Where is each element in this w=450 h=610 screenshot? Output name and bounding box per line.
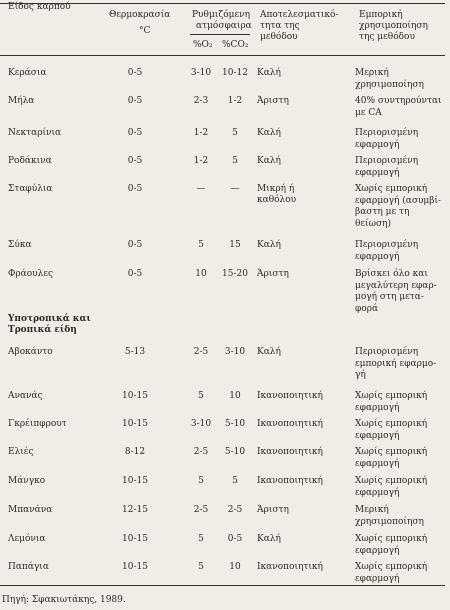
table-bottom-border [0,585,445,586]
table-page: Είδος καρπού Θερμοκρασία °C Ρυθμιζόμενη ατμόσφαιρα %O₂ %CO₂ Αποτελεσματικό- τητα της μεθόδου Εμπορική χρησιμοποίηση της μεθόδου Κεράσια 0-5 3-10 10-12 Καλή Μερική χρησιμοποίηση Μήλα 0-5 2-3 1-2 Άριστη 40% συντηρούνται με CA Νεκταρίνια 0-5 1-2 5 Καλή Περιορισμένη εφαρμογή Ροδάκινα 0-5 1-2 5 Καλή Περιορισμένη εφαρμογή Σταφύλια 0-5 — — Μικρή ή καθόλου Χωρίς εμπορική εφαρμογή (ασυμβί- βαστη με τη θείωση) Σύκα 0-5 5 15 Καλή Περιορισμένη εφαρμογή Φράουλες 0-5 10 15-20 Άριστη Βρίσκει όλο και μεγαλύτερη εφαρ- μογή στη μετα- φορά Υποτροπικά και Τροπικά είδη Αβοκάντο 5-13 2-5 3-10 Καλή Περιορισμένη εμπορική εφαρμο- γή Ανανάς 10-15 5 10 Ικανοποιητική Χωρίς εμπορική εφαρμογή Γκρέιπφρουτ 10-15 3-10 5-10 Ικανοποιητική Χωρίς εμπορική εφαρμογή Ελιές 8-12 2-5 5-10 Ικανοποιητική Χωρίς εμπορική εφαρμογή Μάνγκο 10-15 5 5 Ικανοποιητική Χωρίς εμπορική εφαρμογή Μπανάνα 12-15 2-5 2-5 Άριστη Μερική χρησιμοποίηση Λεμόνια 10-15 5 0-5 Καλή Χωρίς εμπορική εφαρμογή Παπάγια 10-15 5 10 Ικανοποιητική Χωρίς εμπορική εφαρμογή Πηγή: Σφακιωτάκης, 1989. [0,0,450,610]
header-bottom-border [0,55,445,56]
header-use-2: χρησιμοποίηση [359,21,428,31]
header-effectiveness-3: μεθόδου [260,32,298,42]
header-ca-line2: ατμόσφαιρα [196,21,252,31]
header-temperature-unit: °C [139,26,151,36]
header-co2: %CO₂ [222,40,249,50]
header-temperature: Θερμοκρασία [109,10,171,20]
section-title: Υποτροπικά και Τροπικά είδη [8,314,91,335]
header-use-3: της μεθόδου [359,32,415,42]
header-o2: %O₂ [193,40,213,50]
source-note: Πηγή: Σφακιωτάκης, 1989. [2,595,126,605]
header-ca-underline [190,34,250,35]
header-fruit-type: Είδος καρπού [8,2,71,12]
header-effectiveness-1: Αποτελεσματικό- [260,10,339,20]
header-effectiveness-2: τητα της [260,21,300,31]
header-use-1: Εμπορική [359,10,403,20]
header-ca-line1: Ρυθμιζόμενη [192,10,250,20]
